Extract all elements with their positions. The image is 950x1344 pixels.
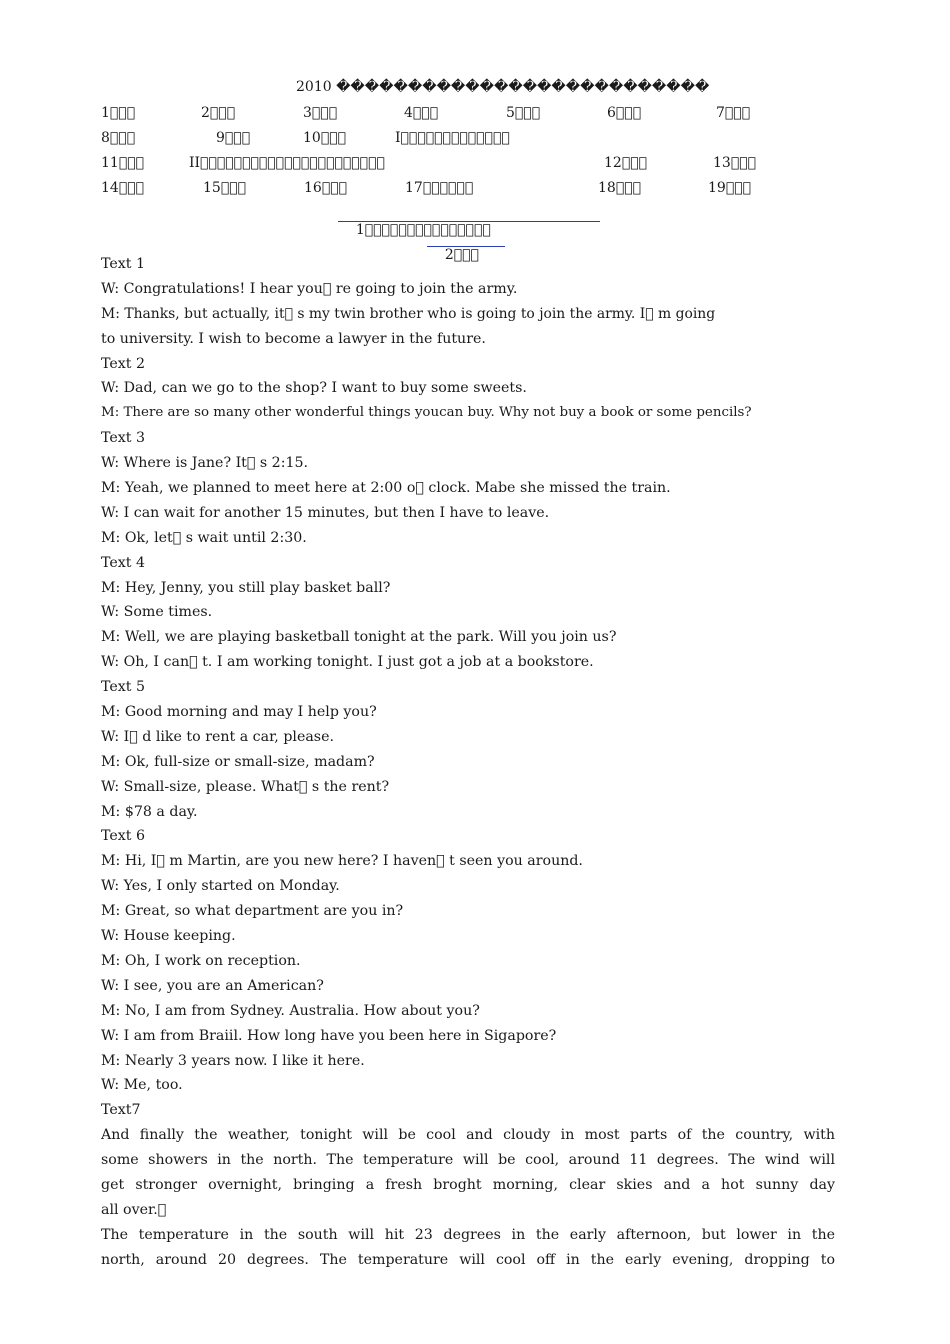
transcript-line: Text 2 xyxy=(101,355,145,372)
transcript-line: W: I am from Braiil. How long have you been here in Sigapore? xyxy=(101,1027,557,1044)
transcript-line: Text 4 xyxy=(101,554,145,571)
answer-cell: 16    xyxy=(304,180,348,196)
transcript-line: to university. I wish to become a lawyer in the future. xyxy=(101,330,486,347)
transcript-line: M: Yeah, we planned to meet here at 2:00 o  clock. Mabe she missed the train. xyxy=(101,480,671,497)
answer-cell: 13    xyxy=(713,155,757,171)
transcript-line: M: Great, so what department are you in? xyxy=(101,903,404,920)
transcript-line: M: Thanks, but actually, it  s my twin brother who is going to join the army. I  m going xyxy=(101,305,716,322)
transcript-line: M: Hey, Jenny, you still play basket ball? xyxy=(101,579,391,596)
transcript-line: W: Yes, I only started on Monday. xyxy=(101,878,340,895)
answer-cell: 9    xyxy=(216,130,251,146)
transcript-line: M: Oh, I work on reception. xyxy=(101,952,301,969)
answer-cell: 18    xyxy=(598,180,642,196)
transcript-line: M: Ok, full-size or small-size, madam? xyxy=(101,753,375,770)
transcript-line: W: Where is Jane? It  s 2:15. xyxy=(101,455,309,472)
answer-cell: 1    xyxy=(101,105,136,121)
document-title: 2010 �������������������������� xyxy=(296,79,710,95)
answer-cell: 10    xyxy=(303,130,347,146)
transcript-line: Text7 xyxy=(101,1102,141,1119)
transcript-line: M: No, I am from Sydney. Australia. How about you? xyxy=(101,1002,480,1019)
answer-cell: 11    xyxy=(101,155,145,171)
weather-paragraph-line: north, around 20 degrees. The temperature will cool off in the early evening, dropping to xyxy=(101,1251,835,1268)
transcript-line: W: Small-size, please. What  s the rent? xyxy=(101,778,390,795)
transcript-line: Text 1 xyxy=(101,256,145,272)
answer-cell: 19    xyxy=(708,180,752,196)
answer-cell: 8    xyxy=(101,130,136,146)
transcript-line: W: I  d like to rent a car, please. xyxy=(101,728,334,745)
answer-cell: 14    xyxy=(101,180,145,196)
answer-cell: 4    xyxy=(404,105,439,121)
transcript-line: W: Dad, can we go to the shop? I want to buy some sweets. xyxy=(101,380,527,397)
answer-cell: 15    xyxy=(203,180,247,196)
transcript-line: W: Me, too. xyxy=(101,1077,183,1094)
answer-cell: 12    xyxy=(604,155,648,171)
transcript-line: M: Ok, let  s wait until 2:30. xyxy=(101,529,307,546)
answer-cell: 5    xyxy=(506,105,541,121)
section-heading: II                       xyxy=(189,155,385,171)
toc-link-2[interactable] xyxy=(427,228,505,263)
transcript-line: W: I can wait for another 15 minutes, but then I have to leave. xyxy=(101,504,550,521)
answer-cell: 17       xyxy=(405,180,474,196)
answer-cell: 3    xyxy=(303,105,338,121)
toc-link-1[interactable] xyxy=(338,203,600,238)
transcript-line: M: Good morning and may I help you? xyxy=(101,704,377,721)
transcript-line: M: Nearly 3 years now. I like it here. xyxy=(101,1052,365,1069)
transcript-line: W: Some times. xyxy=(101,604,213,621)
weather-paragraph-line: And finally the weather, tonight will be cool and cloudy in most parts of the country, with xyxy=(101,1127,835,1144)
transcript-line: M: Hi, I  m Martin, are you new here? I haven  t seen you around. xyxy=(101,853,583,870)
transcript-line: W: Congratulations! I hear you  re going to join the army. xyxy=(101,280,518,297)
transcript-line: M: Well, we are playing basketball tonight at the park. Will you join us? xyxy=(101,629,617,646)
transcript-line: Text 5 xyxy=(101,679,145,696)
transcript-line: Text 3 xyxy=(101,430,145,447)
weather-paragraph-line: The temperature in the south will hit 23 degrees in the early afternoon, but lower in the xyxy=(101,1226,835,1243)
transcript-line: W: I see, you are an American? xyxy=(101,977,324,994)
transcript-line: Text 6 xyxy=(101,828,145,845)
toc-link-1-label: 1                xyxy=(355,222,491,238)
answer-cell: 6    xyxy=(607,105,642,121)
answer-cell: 2    xyxy=(201,105,236,121)
transcript-line: W: House keeping. xyxy=(101,928,236,945)
answer-cell: 7    xyxy=(716,105,751,121)
transcript xyxy=(101,252,835,1273)
transcript-line: M: There are so many other wonderful things youcan buy. Why not buy a book or some pencils? xyxy=(101,405,752,421)
transcript-line: W: Oh, I can  t. I am working tonight. I just got a job at a bookstore. xyxy=(101,654,594,671)
weather-paragraph-line: all over.  xyxy=(101,1201,167,1218)
weather-paragraph-line: some showers in the north. The temperature will be cool, around 11 degrees. The wind will xyxy=(101,1152,835,1169)
section-heading: I              xyxy=(395,130,510,146)
toc-link-2-label: 2    xyxy=(444,247,479,263)
weather-paragraph-line: get stronger overnight, bringing a fresh broght morning, clear skies and a hot sunny day xyxy=(101,1176,835,1193)
transcript-line: M: $78 a day. xyxy=(101,803,198,820)
